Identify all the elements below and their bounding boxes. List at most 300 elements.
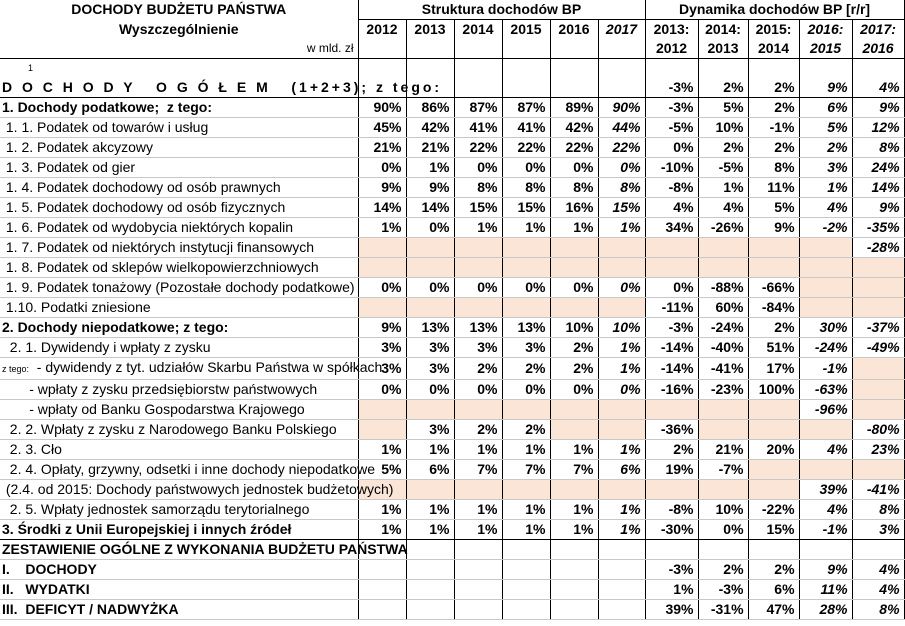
structure-cell: [502, 540, 550, 560]
dynamics-cell: 4%: [799, 198, 852, 218]
dynamics-cell: 2%: [698, 138, 748, 158]
row-label: [0, 178, 358, 198]
structure-cell: 21%: [406, 138, 454, 158]
structure-cell: 0%: [406, 278, 454, 298]
structure-cell: [598, 238, 645, 258]
structure-cell: 10%: [550, 318, 598, 338]
dynamics-cell: 1%: [698, 178, 748, 198]
row-label: [0, 278, 358, 298]
dynamics-cell: 100%: [748, 380, 799, 400]
dynamics-cell: 34%: [645, 218, 698, 238]
structure-cell: [550, 78, 598, 98]
dynamics-cell: [698, 258, 748, 278]
structure-cell: 1%: [598, 338, 645, 358]
table-row: [0, 580, 904, 600]
structure-cell: 0%: [502, 158, 550, 178]
structure-cell: [550, 238, 598, 258]
dynamics-cell: 60%: [698, 298, 748, 318]
dynamics-cell: -3%: [698, 580, 748, 600]
row-label-text: 2. 4. Opłaty, grzywny, odsetki i inne dochody niepodatkowe: [2, 461, 376, 477]
table-title: DOCHODY BUDŻETU PAŃSTWA: [0, 0, 358, 20]
structure-cell: [598, 298, 645, 318]
row-label: [0, 520, 358, 540]
structure-cell: [502, 480, 550, 500]
row-label: [0, 218, 358, 238]
structure-cell: 1%: [550, 218, 598, 238]
structure-cell: [502, 560, 550, 580]
structure-cell: [358, 238, 406, 258]
structure-cell: [502, 600, 550, 620]
dynamics-cell: [748, 460, 799, 480]
dynamics-cell: -28%: [852, 238, 904, 258]
structure-cell: 3%: [358, 358, 406, 380]
row-label: [0, 238, 358, 258]
structure-cell: 2%: [502, 420, 550, 440]
structure-cell: 0%: [598, 278, 645, 298]
row-label: [0, 78, 443, 98]
dynamics-cell: [799, 460, 852, 480]
dynamics-cell: 8%: [852, 600, 904, 620]
structure-cell: 9%: [358, 318, 406, 338]
dynamics-cell: 12%: [852, 118, 904, 138]
dynamics-cell: 21%: [698, 440, 748, 460]
structure-cell: 13%: [406, 318, 454, 338]
dynamics-cell: 2%: [748, 98, 799, 118]
row-label: [0, 500, 358, 520]
table-row: [0, 380, 904, 400]
dynamics-cell: 5%: [698, 98, 748, 118]
row-label-text: - wpłaty od Banku Gospodarstwa Krajowego: [2, 401, 305, 417]
structure-cell: 1%: [454, 440, 502, 460]
structure-cell: 22%: [454, 138, 502, 158]
structure-cell: 89%: [550, 98, 598, 118]
dynamics-cell: 11%: [748, 178, 799, 198]
dynamics-cell: -88%: [698, 278, 748, 298]
dynamics-cell: -3%: [645, 318, 698, 338]
structure-cell: [454, 238, 502, 258]
dynamics-cell: 2%: [748, 78, 799, 98]
dynamics-cell: [645, 258, 698, 278]
structure-cell: 9%: [358, 178, 406, 198]
row-label-text: 1. 4. Podatek dochodowy od osób prawnych: [2, 179, 281, 195]
dynamics-cell: 6%: [799, 98, 852, 118]
dynamics-cell: 9%: [852, 198, 904, 218]
row-label: [0, 400, 358, 420]
dynamics-cell: -3%: [645, 560, 698, 580]
structure-cell: [454, 480, 502, 500]
dynamics-cell: 47%: [748, 600, 799, 620]
row-label-text: ZESTAWIENIE OGÓLNE Z WYKONANIA BUDŻETU PAŃSTWA: [2, 541, 408, 557]
structure-cell: [454, 540, 502, 560]
dynamics-cell: 6%: [748, 580, 799, 600]
row-label: [0, 480, 394, 500]
dyn-year-bottom: 2013: [698, 39, 748, 59]
structure-cell: [550, 400, 598, 420]
dynamics-cell: 17%: [748, 358, 799, 380]
table-row: [0, 118, 904, 138]
structure-cell: 1%: [358, 500, 406, 520]
row-label: [0, 138, 358, 158]
dynamics-cell: [852, 258, 904, 278]
structure-cell: [406, 400, 454, 420]
structure-cell: 3%: [406, 420, 454, 440]
table-subtitle: Wyszczególnienie: [0, 20, 358, 40]
row-label: [0, 540, 408, 560]
table-row: [0, 520, 904, 540]
table-row: [0, 560, 904, 580]
dynamics-cell: -96%: [799, 400, 852, 420]
table-row: [0, 440, 904, 460]
table-row: [0, 400, 904, 420]
dynamics-cell: -84%: [748, 298, 799, 318]
structure-cell: 3%: [454, 338, 502, 358]
structure-cell: [502, 258, 550, 278]
structure-cell: [550, 600, 598, 620]
row-label: [0, 198, 358, 218]
row-label-text: II. WYDATKI: [2, 581, 90, 597]
dynamics-cell: [852, 278, 904, 298]
table-row: [0, 318, 904, 338]
structure-cell: 22%: [598, 138, 645, 158]
structure-cell: [598, 580, 645, 600]
table-row: [0, 98, 904, 118]
structure-cell: 1%: [454, 218, 502, 238]
table-row: [0, 460, 904, 480]
structure-cell: [502, 298, 550, 318]
dynamics-cell: [698, 238, 748, 258]
structure-cell: 41%: [454, 118, 502, 138]
dynamics-cell: 2%: [645, 440, 698, 460]
structure-cell: [598, 560, 645, 580]
dynamics-cell: [698, 480, 748, 500]
structure-cell: 1%: [502, 440, 550, 460]
row-label: [0, 258, 358, 278]
structure-cell: 8%: [502, 178, 550, 198]
structure-cell: 8%: [454, 178, 502, 198]
dyn-year-bottom: 2015: [799, 39, 852, 59]
dynamics-cell: 4%: [645, 198, 698, 218]
structure-cell: 0%: [598, 158, 645, 178]
row-label: [0, 580, 358, 600]
year-header: 2017: [598, 20, 645, 40]
dynamics-header: Dynamika dochodów BP [r/r]: [645, 0, 904, 20]
row-label: [0, 460, 376, 480]
dynamics-cell: [799, 298, 852, 318]
dynamics-cell: -36%: [645, 420, 698, 440]
structure-cell: 1%: [598, 218, 645, 238]
row-label-text: 1. 7. Podatek od niektórych instytucji finansowych: [2, 239, 315, 255]
dynamics-cell: [748, 258, 799, 278]
dynamics-cell: 23%: [852, 440, 904, 460]
structure-cell: 0%: [550, 158, 598, 178]
dyn-year-bottom: 2016: [852, 39, 904, 59]
structure-cell: 6%: [406, 460, 454, 480]
table-row: [0, 78, 904, 98]
row-label: [0, 440, 358, 460]
structure-cell: [598, 258, 645, 278]
structure-cell: [598, 420, 645, 440]
structure-cell: 7%: [550, 460, 598, 480]
structure-cell: [406, 580, 454, 600]
dynamics-cell: 14%: [852, 178, 904, 198]
structure-cell: 1%: [406, 500, 454, 520]
dynamics-cell: -41%: [698, 358, 748, 380]
structure-cell: 1%: [502, 218, 550, 238]
structure-cell: 2%: [502, 358, 550, 380]
row-label: [0, 118, 358, 138]
dynamics-cell: 3%: [799, 158, 852, 178]
year-header: 2016: [550, 20, 598, 40]
dynamics-cell: 8%: [852, 138, 904, 158]
row-label-text: - wpłaty z zysku przedsiębiorstw państwowych: [2, 381, 318, 397]
dyn-year-top: 2017:: [852, 20, 904, 40]
row-label-text: 1. 3. Podatek od gier: [2, 159, 136, 175]
year-header: 2015: [502, 20, 550, 40]
table-row: [0, 178, 904, 198]
structure-cell: 0%: [406, 218, 454, 238]
dynamics-cell: [852, 460, 904, 480]
dynamics-cell: [645, 400, 698, 420]
structure-cell: 1%: [454, 500, 502, 520]
dynamics-cell: [645, 540, 698, 560]
dynamics-cell: 10%: [698, 118, 748, 138]
structure-cell: 7%: [502, 460, 550, 480]
structure-cell: 87%: [502, 98, 550, 118]
structure-cell: 1%: [502, 500, 550, 520]
dynamics-cell: 24%: [852, 158, 904, 178]
structure-cell: 1%: [454, 520, 502, 540]
row-label: [0, 358, 383, 380]
dynamics-cell: [748, 540, 799, 560]
structure-cell: 13%: [502, 318, 550, 338]
structure-cell: 2%: [454, 420, 502, 440]
table-row: [0, 218, 904, 238]
dynamics-cell: 9%: [748, 218, 799, 238]
dynamics-cell: 4%: [799, 440, 852, 460]
dynamics-cell: 4%: [852, 580, 904, 600]
dynamics-cell: -1%: [799, 358, 852, 380]
dynamics-cell: -24%: [799, 338, 852, 358]
year-header: 2013: [406, 20, 454, 40]
table-row: [0, 278, 904, 298]
dynamics-cell: [748, 480, 799, 500]
structure-cell: 3%: [502, 338, 550, 358]
dynamics-cell: 51%: [748, 338, 799, 358]
dynamics-cell: -3%: [645, 78, 698, 98]
structure-cell: [406, 560, 454, 580]
dynamics-cell: 2%: [748, 318, 799, 338]
structure-cell: [454, 600, 502, 620]
structure-cell: 86%: [406, 98, 454, 118]
structure-cell: 0%: [454, 158, 502, 178]
structure-cell: [598, 78, 645, 98]
structure-cell: [454, 78, 502, 98]
dynamics-cell: 0%: [645, 278, 698, 298]
dynamics-cell: 2%: [698, 78, 748, 98]
row-label-text: 1. 9. Podatek tonażowy (Pozostałe dochody podatkowe): [2, 279, 355, 295]
row-label-text: 2. Dochody niepodatkowe; z tego:: [2, 319, 229, 335]
dyn-year-top: 2015:: [748, 20, 799, 40]
structure-cell: [358, 560, 406, 580]
dynamics-cell: 19%: [645, 460, 698, 480]
dynamics-cell: 11%: [799, 580, 852, 600]
row-label: [0, 560, 358, 580]
structure-cell: 13%: [454, 318, 502, 338]
structure-cell: [502, 238, 550, 258]
structure-cell: 3%: [406, 338, 454, 358]
structure-cell: 1%: [358, 218, 406, 238]
structure-cell: 2%: [454, 358, 502, 380]
structure-cell: [454, 400, 502, 420]
structure-cell: 3%: [406, 358, 454, 380]
structure-cell: 0%: [550, 380, 598, 400]
dynamics-cell: [852, 540, 904, 560]
dynamics-cell: -30%: [645, 520, 698, 540]
dynamics-cell: -37%: [852, 318, 904, 338]
structure-cell: [406, 258, 454, 278]
dynamics-cell: [748, 400, 799, 420]
row-label-text: 3. Środki z Unii Europejskiej i innych źródeł: [2, 521, 292, 537]
structure-cell: 15%: [454, 198, 502, 218]
structure-cell: [454, 258, 502, 278]
structure-cell: 1%: [406, 158, 454, 178]
dynamics-cell: -35%: [852, 218, 904, 238]
structure-cell: 15%: [502, 198, 550, 218]
dynamics-cell: -16%: [645, 380, 698, 400]
dynamics-cell: -10%: [645, 158, 698, 178]
dynamics-cell: 3%: [852, 520, 904, 540]
row-label-text: 2. 3. Cło: [2, 441, 62, 457]
dynamics-cell: 39%: [799, 480, 852, 500]
row-label-text: 2. 1. Dywidendy i wpłaty z zysku: [2, 339, 211, 355]
dynamics-cell: [799, 278, 852, 298]
row-label-text: 1. 6. Podatek od wydobycia niektórych kopalin: [2, 219, 294, 235]
dynamics-cell: -1%: [799, 520, 852, 540]
structure-cell: 90%: [598, 98, 645, 118]
structure-cell: [598, 400, 645, 420]
dynamics-cell: 4%: [852, 560, 904, 580]
dynamics-cell: -63%: [799, 380, 852, 400]
row-label-text: I. DOCHODY: [2, 561, 97, 577]
structure-cell: 0%: [502, 380, 550, 400]
structure-cell: [550, 420, 598, 440]
dynamics-cell: 4%: [799, 500, 852, 520]
structure-cell: 7%: [454, 460, 502, 480]
row-label-text: 2. 2. Wpłaty z zysku z Narodowego Banku Polskiego: [2, 421, 337, 437]
dynamics-cell: -2%: [799, 218, 852, 238]
structure-cell: 0%: [550, 278, 598, 298]
row-label: [0, 600, 358, 620]
structure-cell: [358, 420, 406, 440]
dynamics-cell: 39%: [645, 600, 698, 620]
structure-cell: 8%: [550, 178, 598, 198]
dyn-year-top: 2016:: [799, 20, 852, 40]
dynamics-cell: [698, 420, 748, 440]
structure-cell: 1%: [598, 520, 645, 540]
dynamics-cell: 4%: [698, 198, 748, 218]
table-row: [0, 338, 904, 358]
dynamics-cell: [645, 480, 698, 500]
dynamics-cell: [799, 420, 852, 440]
row-label-text: 1.10. Podatki zniesione: [2, 299, 151, 315]
structure-cell: [502, 580, 550, 600]
structure-cell: 1%: [550, 520, 598, 540]
structure-cell: 6%: [598, 460, 645, 480]
dynamics-cell: -14%: [645, 338, 698, 358]
dynamics-cell: -24%: [698, 318, 748, 338]
structure-cell: 42%: [406, 118, 454, 138]
dynamics-cell: [799, 238, 852, 258]
year-header: 2012: [358, 20, 406, 40]
row-label-text: - dywidendy z tyt. udziałów Skarbu Państwa w spółkach: [29, 359, 383, 375]
row-label: [0, 158, 358, 178]
dynamics-cell: 15%: [748, 520, 799, 540]
structure-cell: [406, 540, 454, 560]
year-header: 2014: [454, 20, 502, 40]
dynamics-cell: -31%: [698, 600, 748, 620]
structure-cell: 1%: [598, 500, 645, 520]
dynamics-cell: -14%: [645, 358, 698, 380]
dynamics-cell: 30%: [799, 318, 852, 338]
table-row: [0, 138, 904, 158]
dynamics-cell: [799, 540, 852, 560]
structure-cell: 1%: [406, 520, 454, 540]
dynamics-cell: [748, 238, 799, 258]
dynamics-cell: 9%: [852, 98, 904, 118]
structure-cell: 1%: [598, 440, 645, 460]
table-row: [0, 258, 904, 278]
dynamics-cell: -5%: [645, 118, 698, 138]
structure-cell: 0%: [502, 278, 550, 298]
structure-cell: [598, 480, 645, 500]
dyn-year-top: 2013:: [645, 20, 698, 40]
structure-cell: [454, 298, 502, 318]
dynamics-cell: -8%: [645, 178, 698, 198]
dynamics-cell: 9%: [799, 78, 852, 98]
row-label-text: D O C H O D Y O G Ó Ł E M (1+2+3); z tego:: [2, 79, 443, 95]
dynamics-cell: 4%: [852, 78, 904, 98]
structure-cell: 22%: [502, 138, 550, 158]
dynamics-cell: [852, 358, 904, 380]
row-label-text: 2. 5. Wpłaty jednostek samorządu terytorialnego: [2, 501, 310, 517]
dynamics-cell: -7%: [698, 460, 748, 480]
structure-cell: [454, 580, 502, 600]
dynamics-cell: -40%: [698, 338, 748, 358]
dynamics-cell: -8%: [645, 500, 698, 520]
structure-cell: 14%: [406, 198, 454, 218]
row-label: [0, 98, 358, 118]
structure-cell: [502, 78, 550, 98]
structure-cell: 45%: [358, 118, 406, 138]
row-label-text: 1. 1. Podatek od towarów i usług: [2, 119, 209, 135]
dynamics-cell: -66%: [748, 278, 799, 298]
structure-cell: [598, 540, 645, 560]
structure-cell: 1%: [358, 440, 406, 460]
structure-cell: 0%: [358, 158, 406, 178]
row-label-text: (2.4. od 2015: Dochody państwowych jednostek budżetowych): [2, 481, 394, 497]
dynamics-cell: -5%: [698, 158, 748, 178]
dynamics-cell: [748, 420, 799, 440]
row-label-text: 1. 8. Podatek od sklepów wielkopowierzchniowych: [2, 259, 319, 275]
row-label: [0, 420, 358, 440]
structure-cell: [358, 258, 406, 278]
dynamics-cell: -26%: [698, 218, 748, 238]
table-row: [0, 198, 904, 218]
structure-cell: [406, 298, 454, 318]
structure-cell: 8%: [598, 178, 645, 198]
dynamics-cell: -80%: [852, 420, 904, 440]
structure-cell: [502, 400, 550, 420]
